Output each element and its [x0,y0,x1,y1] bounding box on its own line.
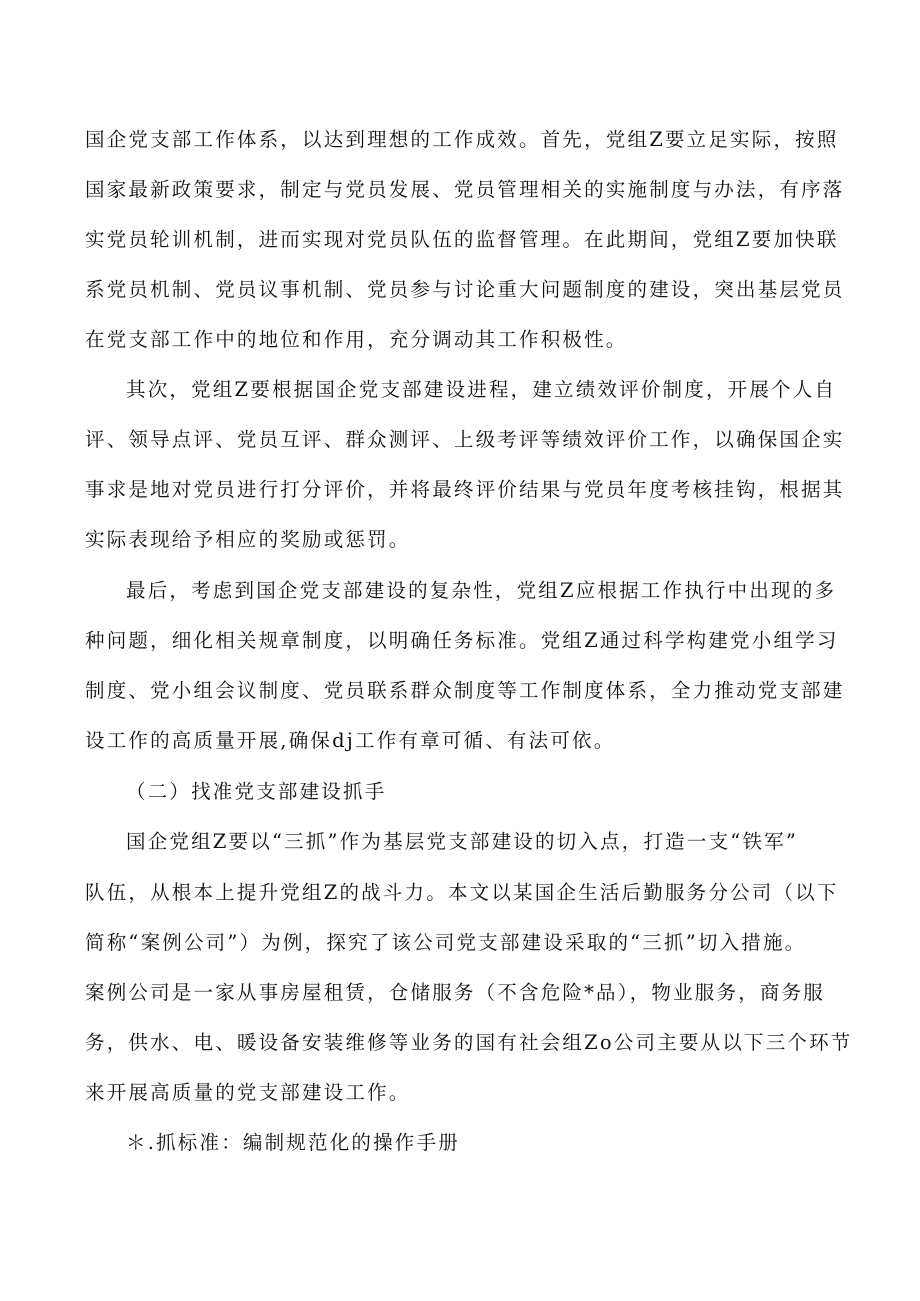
paragraph-3-line-2: 种问题，细化相关规章制度，以明确任务标准。党组Z通过科学构建党小组学习 [85,629,839,652]
section-heading-2: （二）找准党支部建设抓手 [126,780,387,803]
paragraph-4-line-6: 来开展高质量的党支部建设工作。 [85,1081,411,1104]
paragraph-1-line-5: 在党支部工作中的地位和作用，充分调动其工作积极性。 [85,328,628,351]
section-heading-3: ＊.抓标准：编制规范化的操作手册 [126,1131,460,1154]
paragraph-4-line-2: 队伍，从根本上提升党组Z的战斗力。本文以某国企生活后勤服务分公司（以下 [85,881,839,904]
paragraph-1-line-4: 系党员机制、党员议事机制、党员参与讨论重大问题制度的建设，突出基层党员 [85,278,845,301]
paragraph-3-line-3: 制度、党小组会议制度、党员联系群众制度等工作制度体系，全力推动党支部建 [85,679,845,702]
paragraph-3-line-1: 最后，考虑到国企党支部建设的复杂性，党组Z应根据工作执行中出现的多 [126,579,837,602]
paragraph-4-line-3: 简称“案例公司”）为例，探究了该公司党支部建设采取的“三抓”切入措施。 [85,931,807,954]
paragraph-4-line-4: 案例公司是一家从事房屋租赁，仓储服务（不含危险*品），物业服务，商务服 [85,981,826,1004]
paragraph-4-line-5: 务，供水、电、暖设备安装维修等业务的国有社会组Zo公司主要从以下三个环节 [85,1031,853,1054]
paragraph-1-line-3: 实党员轮训机制，进而实现对党员队伍的监督管理。在此期间，党组Z要加快联 [85,228,839,251]
paragraph-2-line-2: 评、领导点评、党员互评、群众测评、上级考评等绩效评价工作，以确保国企实 [85,428,845,451]
paragraph-2-line-4: 实际表现给予相应的奖励或惩罚。 [85,528,411,551]
paragraph-2-line-3: 事求是地对党员进行打分评价，并将最终评价结果与党员年度考核挂钩，根据其 [85,478,845,501]
paragraph-3-line-4: 设工作的高质量开展,确保dj工作有章可循、有法可依。 [85,729,616,752]
paragraph-1-line-2: 国家最新政策要求，制定与党员发展、党员管理相关的实施制度与办法，有序落 [85,178,845,201]
paragraph-2-line-1: 其次，党组Z要根据国企党支部建设进程，建立绩效评价制度，开展个人自 [126,378,837,401]
paragraph-4-line-1: 国企党组Z要以“三抓”作为基层党支部建设的切入点，打造一支“铁军” [126,830,799,853]
paragraph-1-line-1: 国企党支部工作体系，以达到理想的工作成效。首先，党组Z要立足实际，按照 [85,128,839,151]
